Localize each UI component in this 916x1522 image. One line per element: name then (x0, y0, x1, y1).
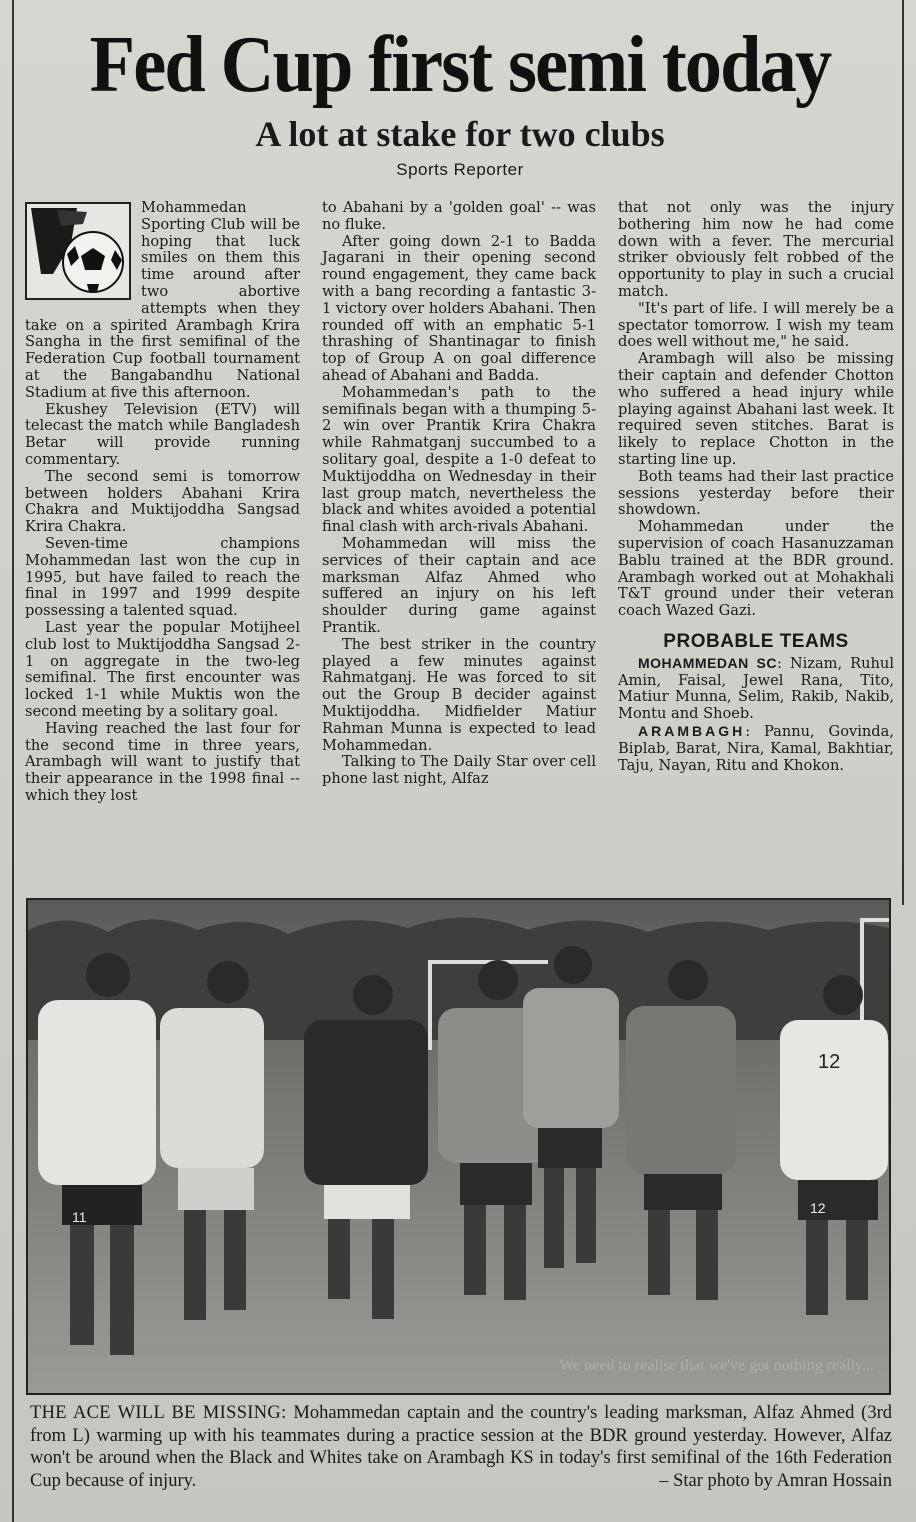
subheadline: A lot at stake for two clubs (255, 114, 665, 154)
caption-text: Mohammedan captain and the country's leading marksman, Alfaz Ahmed (3rd from L) warming up with his teammates during a practice session at the BDR ground yesterday. However, Alfaz won't be around when the Black and Whites take on Arambagh KS in today's first semifinal of the 16th Federation Cup because of injury. (30, 1403, 892, 1491)
column-rule-right (902, 0, 904, 905)
article-paragraph: Last year the popular Motijheel club lost to Muktijoddha Sangsad 2-1 on aggregate in the two-leg semifinal. The first encounter was locked 1-1 while Muktis won the second meeting by a solitary goal. (25, 618, 300, 720)
article-paragraph: The best striker in the country played a few minutes against Rahmatganj. He was forced to sit out the Group B decider against Muktijoddha. Midfielder Matiur Rahman Munna is expected to lead Mohammedan. (322, 635, 596, 754)
article-paragraph: Mohammedan Sporting Club will be hoping that luck smiles on them this time around after two abortive attempts when they take on a spirited Arambagh Krira Sangha in the first semifinal of the Federation Cup football tournament at the Bangabandhu National Stadium at five this afternoon. (25, 199, 300, 401)
article-paragraph: Mohammedan's path to the semifinals began with a thumping 5-2 win over Prantik Krira Chakra while Rahmatganj succumbed to a solitary goal, despite a 1-0 defeat to Muktijoddha on Wednesday in their last group match, nevertheless the black and whites avoided a potential final clash with arch-rivals Abahani. (322, 383, 596, 536)
jersey-number: 11 (72, 1209, 87, 1225)
article-paragraph: that not only was the injury bothering him now he had come down with a fever. The mercurial striker obviously felt robbed of the opportunity to play in such a crucial match. (618, 199, 894, 300)
byline: Sports Reporter (396, 160, 524, 179)
mohammedan-players: : Nizam, Ruhul Amin, Faisal, Jewel Rana, Tito, Matiur Munna, Selim, Rakib, Nakib, Montu and Shoeb. (618, 654, 894, 723)
mohammedan-lineup (618, 655, 894, 723)
column-rule-left (12, 0, 14, 1522)
headline: Fed Cup first semi today (89, 21, 831, 109)
arambagh-label: ARAMBAGH (638, 722, 746, 739)
article-paragraph: Ekushey Television (ETV) will telecast the match while Bangladesh Betar will provide running commentary. (25, 400, 300, 468)
article-paragraph: Seven-time champions Mohammedan last won the cup in 1995, but have failed to reach the final in 1997 and 1999 despite possessing a talented squad. (25, 534, 300, 620)
mohammedan-label: MOHAMMEDAN SC (638, 654, 777, 671)
caption-lead: THE ACE WILL BE MISSING: (30, 1403, 287, 1423)
probable-teams-heading: PROBABLE TEAMS (663, 630, 849, 652)
arambagh-lineup (618, 723, 894, 774)
article-paragraph: Mohammedan under the supervision of coach Hasanuzzaman Bablu trained at the BDR ground. Arambagh worked out at Mohakhali T&T ground under their veteran coach Wazed Gazi. (618, 518, 894, 620)
article-paragraph: Both teams had their last practice sessions yesterday before their showdown. (618, 467, 894, 519)
jersey-number: 12 (818, 1051, 841, 1073)
football-logo-icon (25, 202, 131, 300)
arambagh-players: : Pannu, Govinda, Biplab, Barat, Nira, Kamal, Bakhtiar, Taju, Nayan, Ritu and Khokon. (618, 722, 894, 774)
article-paragraph: Arambagh will also be missing their captain and defender Chotton who suffered a head injury while playing against Abahani last week. It required seven stitches. Barat is likely to replace Chotton in the starting line up. (618, 350, 894, 468)
article-column-3 (618, 200, 894, 774)
team-practice-photo (26, 898, 891, 1395)
article-paragraph: Having reached the last four for the second time in three years, Arambagh will want to justify that their appearance in the 1998 final -- which they lost (25, 719, 300, 804)
article-paragraph: After going down 2-1 to Badda Jagarani in their opening second round engagement, they came back with a bang recording a fantastic 3-1 victory over holders Abahani. Then rounded off with an emphatic 5-1 thrashing of Shantinagar to finish top of Group A on goal difference ahead of Abahani and Badda. (322, 232, 596, 384)
article-paragraph: to Abahani by a 'golden goal' -- was no fluke. (322, 199, 596, 233)
jersey-number: 12 (810, 1200, 826, 1216)
article-paragraph: Talking to The Daily Star over cell phone last night, Alfaz (322, 753, 596, 788)
bleed-through-text: We need to realise that we've got nothing really... (559, 1357, 874, 1374)
article-column-1 (25, 200, 300, 805)
article-column-2 (322, 200, 596, 788)
article-paragraph: Mohammedan will miss the services of their captain and ace marksman Alfaz Ahmed who suffered an injury on his left shoulder during game against Prantik. (322, 534, 596, 636)
photo-credit: – Star photo by Amran Hossain (659, 1470, 892, 1491)
article-paragraph: The second semi is tomorrow between holders Abahani Krira Chakra and Muktijoddha Sangsad Krira Chakra. (25, 467, 300, 536)
photo-caption (30, 1402, 892, 1492)
article-paragraph: "It's part of life. I will merely be a spectator tomorrow. I wish my team does well without me," he said. (618, 299, 894, 351)
